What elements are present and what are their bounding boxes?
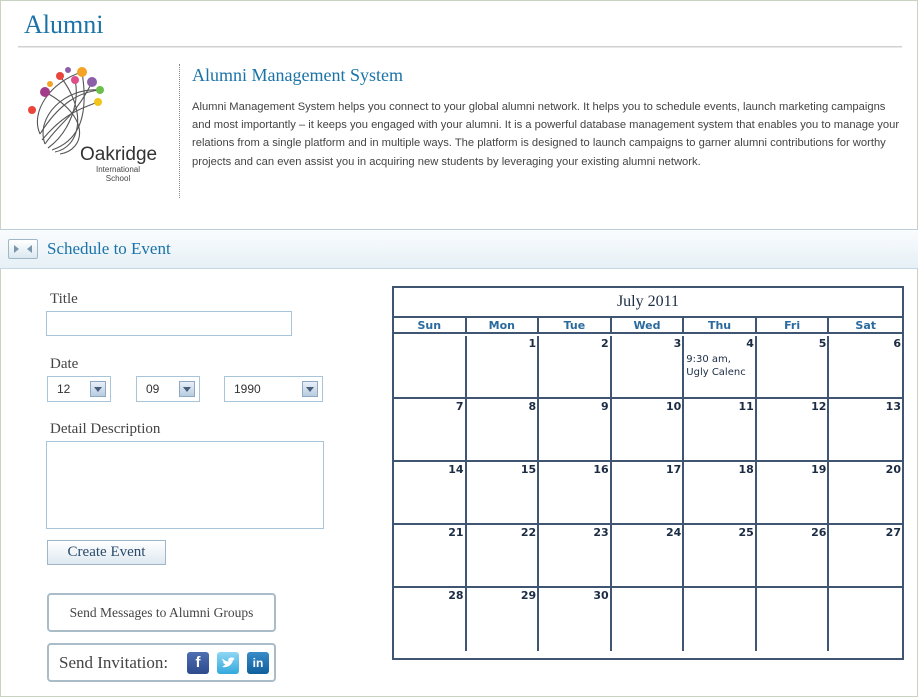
calendar-day-cell[interactable]: [612, 399, 685, 462]
calendar-day-cell[interactable]: [394, 525, 467, 588]
calendar-day-cell[interactable]: [612, 336, 685, 399]
day-number: 19: [811, 463, 827, 476]
title-label: Title: [50, 291, 78, 307]
calendar-day-cell[interactable]: [539, 399, 612, 462]
day-select-value: 12: [57, 382, 71, 396]
month-select[interactable]: [136, 376, 200, 402]
send-invitation-label: Send Invitation:: [59, 653, 169, 672]
day-number: 14: [448, 463, 464, 476]
day-number: 5: [818, 337, 827, 350]
send-invitation-box: [47, 643, 276, 682]
calendar-day-cell[interactable]: [467, 399, 540, 462]
calendar-month-title: July 2011: [394, 288, 902, 318]
collapse-arrows-icon[interactable]: [8, 239, 38, 259]
event-title: Ugly Calenc: [686, 367, 746, 378]
calendar-day-cell[interactable]: [829, 336, 902, 399]
calendar-event[interactable]: [686, 353, 752, 379]
day-number: 9: [601, 400, 609, 413]
calendar-day-cell[interactable]: [539, 462, 612, 525]
calendar-day-cell[interactable]: [539, 336, 612, 399]
title-input[interactable]: [46, 311, 292, 336]
weekday-header: Mon: [467, 318, 540, 334]
day-number: 2: [601, 337, 609, 350]
weekday-header: Wed: [612, 318, 685, 334]
logo-subtitle: [88, 165, 148, 183]
day-number: 24: [665, 526, 682, 539]
event-time: 9:30 am,: [686, 354, 731, 365]
calendar-day-cell[interactable]: [684, 336, 757, 399]
vertical-divider: [179, 64, 180, 198]
date-label: Date: [50, 356, 79, 372]
calendar-day-cell[interactable]: [612, 462, 685, 525]
day-number: 12: [811, 400, 827, 413]
day-number: 7: [455, 400, 464, 413]
weekday-header: Sat: [829, 318, 902, 334]
weekday-header: Sun: [394, 318, 467, 334]
calendar-day-cell[interactable]: [684, 462, 757, 525]
calendar-day-cell[interactable]: [829, 399, 902, 462]
logo-name: Oakridge: [80, 144, 158, 165]
section-header-bar: [0, 230, 918, 269]
calendar-day-cell[interactable]: [394, 462, 467, 525]
calendar-day-cell[interactable]: [757, 462, 830, 525]
create-event-button[interactable]: Create Event: [47, 540, 166, 565]
calendar-day-cell[interactable]: [684, 588, 757, 651]
intro-text: Alumni Management System helps you connect to your global alumni network. It helps you to schedule events, launch marketing campaigns and most importantly – it keeps you engaged with your alumni. It is a powerful database management system that enables you to manage your relations from a single platform and in multiple ways. The platform is designed to launch campaigns to garner alumni contributions for worthy projects and can even assist you in acquiring new students by leveraging your existing alumni network.: [192, 101, 900, 168]
calendar-day-cell[interactable]: [539, 588, 612, 651]
year-select-value: 1990: [234, 382, 261, 396]
day-number: 3: [673, 337, 682, 350]
chevron-down-icon[interactable]: [179, 381, 195, 397]
day-number: 15: [520, 463, 537, 476]
day-select[interactable]: [47, 376, 111, 402]
calendar-day-cell[interactable]: [757, 588, 830, 651]
day-number: 10: [665, 400, 682, 413]
page-title: Alumni: [24, 10, 104, 39]
calendar-day-cell[interactable]: [539, 525, 612, 588]
calendar-day-cell[interactable]: [757, 399, 830, 462]
day-number: 13: [885, 400, 901, 413]
day-number: 23: [593, 526, 609, 539]
day-number: 1: [528, 337, 537, 350]
day-number: 20: [885, 463, 901, 476]
calendar: [392, 286, 904, 660]
intro-title: Alumni Management System: [192, 65, 403, 85]
logo-subtitle-line2: School: [105, 174, 131, 183]
calendar-day-cell[interactable]: [829, 525, 902, 588]
day-number: 21: [448, 526, 464, 539]
day-number: 4: [746, 337, 754, 350]
description-textarea[interactable]: [46, 441, 324, 529]
day-number: 8: [528, 400, 537, 413]
calendar-day-cell[interactable]: [467, 588, 540, 651]
logo-subtitle-line1: International: [95, 165, 141, 174]
calendar-day-cell[interactable]: [467, 462, 540, 525]
day-number: 18: [738, 463, 754, 476]
weekday-header: Thu: [684, 318, 757, 334]
day-number: 16: [593, 463, 609, 476]
day-number: 17: [665, 463, 682, 476]
calendar-day-cell[interactable]: [467, 525, 540, 588]
chevron-down-icon[interactable]: [302, 381, 318, 397]
calendar-day-cell[interactable]: [829, 588, 902, 651]
calendar-day-cell[interactable]: [757, 336, 830, 399]
section-title: Schedule to Event: [47, 239, 171, 258]
description-label: Detail Description: [50, 421, 161, 437]
month-select-value: 09: [146, 382, 160, 396]
day-number: 26: [811, 526, 827, 539]
calendar-day-cell[interactable]: [612, 588, 685, 651]
oakridge-logo: [20, 62, 170, 187]
weekday-header: Fri: [757, 318, 830, 334]
calendar-day-cell[interactable]: [684, 399, 757, 462]
day-number: 6: [893, 337, 901, 350]
facebook-icon[interactable]: f: [187, 652, 209, 674]
calendar-day-cell[interactable]: [394, 336, 467, 399]
calendar-day-cell[interactable]: [829, 462, 902, 525]
calendar-day-cell[interactable]: [394, 588, 467, 651]
day-number: 29: [520, 589, 537, 602]
calendar-day-cell[interactable]: [394, 399, 467, 462]
day-number: 22: [520, 526, 537, 539]
weekday-header: Tue: [539, 318, 612, 334]
day-number: 25: [738, 526, 754, 539]
calendar-day-cell[interactable]: [467, 336, 540, 399]
title-divider: [18, 46, 902, 48]
send-messages-button[interactable]: Send Messages to Alumni Groups: [47, 593, 276, 632]
calendar-day-cell[interactable]: [684, 525, 757, 588]
day-number: 28: [448, 589, 464, 602]
day-number: 11: [738, 400, 754, 413]
day-number: 30: [593, 589, 609, 602]
calendar-day-cell[interactable]: [757, 525, 830, 588]
twitter-icon[interactable]: [217, 652, 239, 674]
calendar-day-cell[interactable]: [612, 525, 685, 588]
day-number: 27: [885, 526, 901, 539]
chevron-down-icon[interactable]: [90, 381, 106, 397]
year-select[interactable]: [224, 376, 323, 402]
linkedin-icon[interactable]: in: [247, 652, 269, 674]
